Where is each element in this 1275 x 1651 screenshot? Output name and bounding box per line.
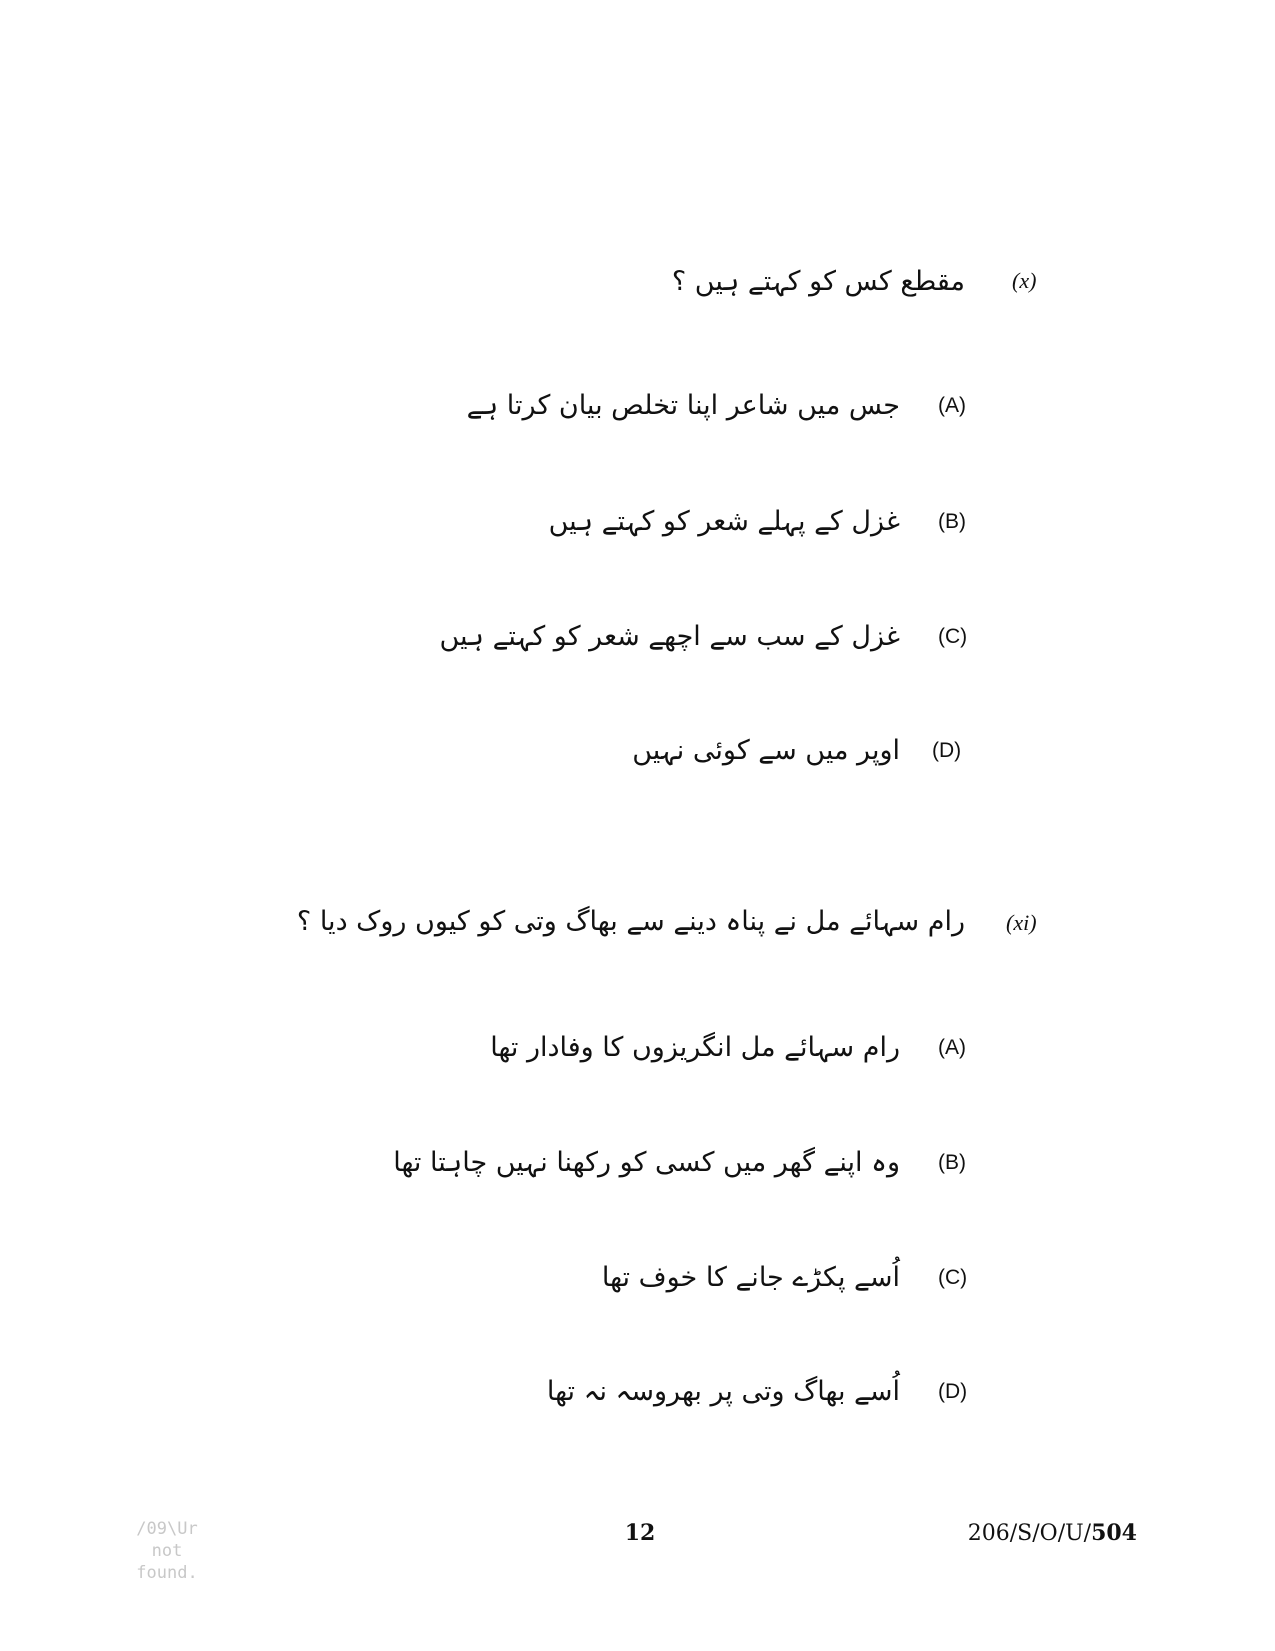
- option-label: (C): [938, 625, 968, 648]
- paper-code: [968, 1520, 1137, 1546]
- page-number: 12: [624, 1520, 656, 1546]
- question-number: (x): [1012, 268, 1037, 293]
- question-text: مقطع کس کو کہتے ہیں ؟: [671, 266, 965, 297]
- missing-image-placeholder: /09\Ur not found.: [136, 1519, 198, 1583]
- option-text: اُسے پکڑے جانے کا خوف تھا: [601, 1262, 900, 1293]
- option-text: غزل کے پہلے شعر کو کہتے ہیں: [548, 506, 900, 537]
- paper-code-suffix: 504: [1091, 1520, 1137, 1546]
- option-label: (B): [938, 1151, 966, 1174]
- option-label: (A): [938, 394, 966, 417]
- option-text: غزل کے سب سے اچھے شعر کو کہتے ہیں: [439, 621, 900, 652]
- option-label: (A): [938, 1036, 966, 1059]
- option-text: وہ اپنے گھر میں کسی کو رکھنا نہیں چاہتا تھا: [393, 1147, 900, 1178]
- question-number: (xi): [1006, 910, 1037, 935]
- option-text: اوپر میں سے کوئی نہیں: [632, 735, 900, 766]
- option-label: (B): [938, 510, 966, 533]
- option-label: (D): [938, 1380, 968, 1403]
- option-label: (C): [938, 1266, 968, 1289]
- question-text: رام سہائے مل نے پناہ دینے سے بھاگ وتی کو کیوں روک دیا ؟: [296, 906, 965, 937]
- option-text: اُسے بھاگ وتی پر بھروسہ نہ تھا: [546, 1376, 900, 1407]
- option-text: رام سہائے مل انگریزوں کا وفادار تھا: [490, 1032, 900, 1063]
- option-text: جس میں شاعر اپنا تخلص بیان کرتا ہے: [466, 390, 900, 421]
- option-label: (D): [932, 739, 962, 762]
- paper-code-prefix: 206/S/O/U/: [967, 1521, 1092, 1546]
